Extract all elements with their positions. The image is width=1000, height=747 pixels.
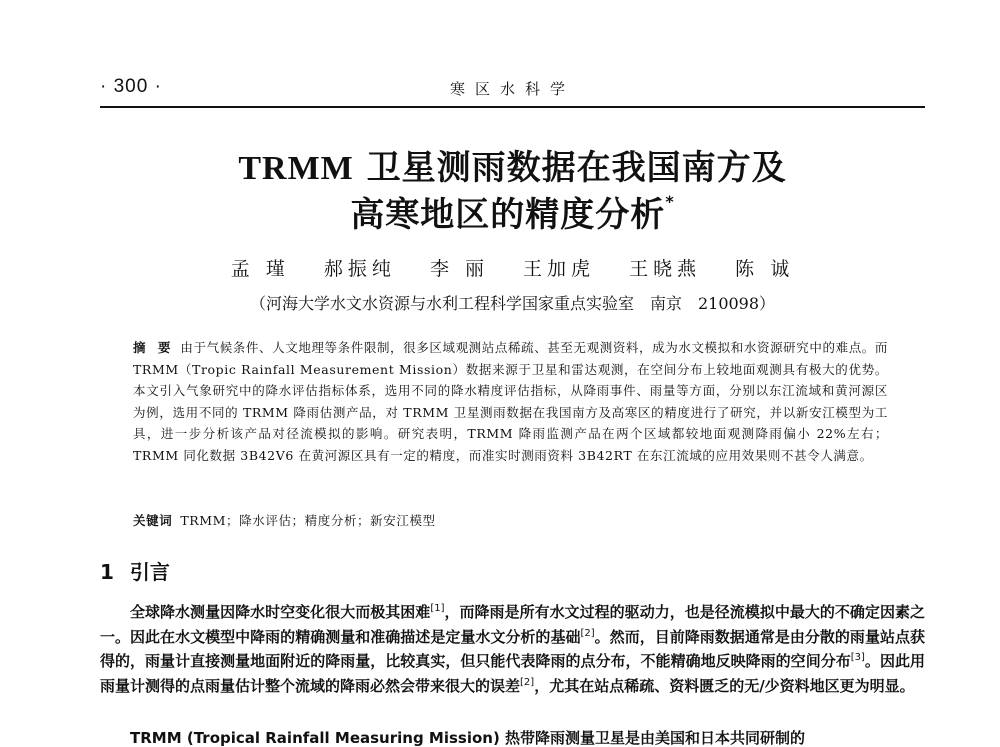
author: 王加虎 [523, 258, 596, 280]
section-number: 1 [100, 560, 114, 584]
title-footnote-mark: * [665, 192, 675, 211]
author: 王晓燕 [629, 258, 702, 280]
title-en: TRMM [238, 150, 354, 187]
author: 陈 诚 [735, 258, 795, 280]
author-list [100, 254, 925, 281]
author: 李 丽 [429, 258, 489, 280]
keywords-text: TRMM；降水评估；精度分析；新安江模型 [180, 513, 436, 528]
citation: [2] [580, 627, 595, 639]
keywords-label: 关键词 [133, 513, 173, 528]
cut-off-text-line: TRMM (Tropical Rainfall Measuring Mission) 热带降雨测量卫星是由美国和日本共同研制的 [130, 729, 806, 747]
title-line-2: 高寒地区的精度分析* [350, 192, 675, 235]
header-rule [100, 106, 925, 108]
citation: [3] [850, 652, 865, 663]
author: 孟 瑾 [230, 258, 290, 280]
section-heading [100, 556, 170, 585]
running-head [100, 74, 925, 104]
title-zh: 卫星测雨数据在我国南方及 [353, 148, 787, 188]
paper-title [100, 145, 925, 238]
keywords [133, 511, 888, 529]
affiliation: （河海大学水文水资源与水利工程科学国家重点实验室 南京 210098） [249, 294, 776, 313]
citation: [1] [430, 603, 445, 614]
abstract [133, 337, 888, 466]
abstract-label: 摘 要 [133, 340, 175, 355]
journal-name: 寒区水科学 [449, 80, 575, 98]
abstract-text: 由于气候条件、人文地理等条件限制，很多区域观测站点稀疏、甚至无观测资料，成为水文模拟和水资源研究中的难点。而 TRMM（Tropic Rainfall Measurement Mission）数据来源于卫星和雷达观测，在空间分布上较地面观测具有极大的优势。本文引入气象研究中的降水评估指标体系，选用不同的降水精度评估指标，从降雨事件、雨量等方面，分别以东江流域和黄河源区为例，选用不同的 TRMM 降雨估测产品，对 TRMM 卫星测雨数据在我国南方及高寒区的精度进行了研究，并以新安江模型为工具，进一步分析该产品对径流模拟的影响。研究表明，TRMM 降雨监测产品在两个区域都较地面观测降雨偏小 22%左右；TRMM 同化数据 3B42V6 在黄河源区具有一定的精度，而准实时测雨资料 3B42RT 在东江流域的应用效果则不甚令人满意。 [133, 340, 888, 463]
page-number: · 300 · [100, 76, 162, 97]
citation: [2] [520, 676, 535, 688]
section-title: 引言 [129, 560, 170, 584]
title-line-1 [100, 145, 925, 192]
body-paragraph: 全球降水测量因降水时空变化很大而极其困难[1]，而降雨是所有水文过程的驱动力，也是径流模拟中最大的不确定因素之一。因此在水文模型中降雨的精确测量和准确描述是定量水文分析的基础[2]。然而，目前降雨数据通常是由分散的雨量站点获得的，雨量计直接测量地面附近的降雨量，比较真实，但只能代表降雨的点分布，不能精确地反映降雨的空间分布[3]。因此用雨量计测得的点雨量估计整个流域的降雨必然会带来很大的误差[2]，尤其在站点稀疏、资料匮乏的无/少资料地区更为明显。 [100, 603, 925, 695]
author: 郝振纯 [323, 258, 396, 280]
